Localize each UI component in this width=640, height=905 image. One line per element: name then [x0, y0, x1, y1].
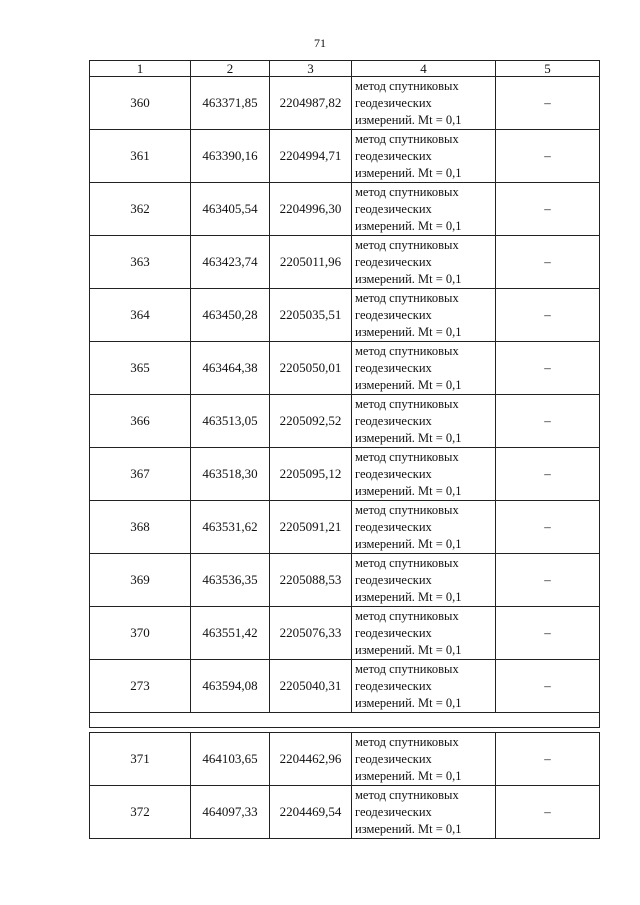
- method-text-line: геодезических: [355, 678, 432, 693]
- table-row: [90, 236, 600, 289]
- method-text-line: геодезических: [355, 625, 432, 640]
- y-coordinate-cell: 2204987,82: [270, 77, 352, 130]
- x-coordinate-cell: 463464,38: [191, 342, 270, 395]
- column-header: 4: [352, 61, 496, 77]
- table-row: [90, 607, 600, 660]
- x-coordinate-cell: 463551,42: [191, 607, 270, 660]
- note-cell: –: [496, 448, 600, 501]
- point-number-cell: 365: [90, 342, 191, 395]
- y-coordinate-cell: 2205095,12: [270, 448, 352, 501]
- column-header: 2: [191, 61, 270, 77]
- note-cell: –: [496, 183, 600, 236]
- method-cell: [352, 660, 496, 713]
- method-cell: [352, 554, 496, 607]
- x-coordinate-cell: 463423,74: [191, 236, 270, 289]
- note-cell: –: [496, 786, 600, 839]
- table-row: [90, 733, 600, 786]
- note-cell: –: [496, 77, 600, 130]
- method-cell: [352, 786, 496, 839]
- note-cell: –: [496, 236, 600, 289]
- method-text-line: измерений. Mt = 0,1: [355, 589, 462, 604]
- method-text-line: геодезических: [355, 360, 432, 375]
- x-coordinate-cell: 463536,35: [191, 554, 270, 607]
- point-number-cell: 273: [90, 660, 191, 713]
- x-coordinate-cell: 463513,05: [191, 395, 270, 448]
- column-header: 1: [90, 61, 191, 77]
- method-text-line: измерений. Mt = 0,1: [355, 642, 462, 657]
- method-cell: [352, 130, 496, 183]
- method-text-line: измерений. Mt = 0,1: [355, 324, 462, 339]
- method-text-line: геодезических: [355, 201, 432, 216]
- note-cell: –: [496, 342, 600, 395]
- y-coordinate-cell: 2204994,71: [270, 130, 352, 183]
- note-cell: –: [496, 554, 600, 607]
- method-text-line: геодезических: [355, 413, 432, 428]
- method-text-line: метод спутниковых: [355, 502, 459, 517]
- y-coordinate-cell: 2205035,51: [270, 289, 352, 342]
- y-coordinate-cell: 2205076,33: [270, 607, 352, 660]
- method-cell: [352, 77, 496, 130]
- method-text-line: метод спутниковых: [355, 661, 459, 676]
- method-cell: [352, 607, 496, 660]
- column-header: 5: [496, 61, 600, 77]
- note-cell: –: [496, 289, 600, 342]
- method-text-line: измерений. Mt = 0,1: [355, 218, 462, 233]
- y-coordinate-cell: 2204462,96: [270, 733, 352, 786]
- table-row: [90, 501, 600, 554]
- method-text-line: геодезических: [355, 254, 432, 269]
- method-text-line: измерений. Mt = 0,1: [355, 821, 462, 836]
- method-text-line: геодезических: [355, 804, 432, 819]
- method-text-line: геодезических: [355, 466, 432, 481]
- method-text-line: измерений. Mt = 0,1: [355, 165, 462, 180]
- method-text-line: геодезических: [355, 148, 432, 163]
- method-text-line: измерений. Mt = 0,1: [355, 271, 462, 286]
- method-text-line: метод спутниковых: [355, 290, 459, 305]
- table-row: [90, 183, 600, 236]
- point-number-cell: 364: [90, 289, 191, 342]
- point-number-cell: 370: [90, 607, 191, 660]
- y-coordinate-cell: 2205040,31: [270, 660, 352, 713]
- method-text-line: метод спутниковых: [355, 734, 459, 749]
- separator-row: [90, 713, 600, 728]
- y-coordinate-cell: 2205050,01: [270, 342, 352, 395]
- point-number-cell: 362: [90, 183, 191, 236]
- y-coordinate-cell: 2204996,30: [270, 183, 352, 236]
- method-cell: [352, 733, 496, 786]
- x-coordinate-cell: 463531,62: [191, 501, 270, 554]
- method-text-line: метод спутниковых: [355, 396, 459, 411]
- method-text-line: метод спутниковых: [355, 555, 459, 570]
- method-text-line: измерений. Mt = 0,1: [355, 112, 462, 127]
- method-text-line: метод спутниковых: [355, 78, 459, 93]
- method-text-line: геодезических: [355, 95, 432, 110]
- table-row: [90, 448, 600, 501]
- y-coordinate-cell: 2204469,54: [270, 786, 352, 839]
- x-coordinate-cell: 463450,28: [191, 289, 270, 342]
- method-cell: [352, 183, 496, 236]
- note-cell: –: [496, 607, 600, 660]
- method-cell: [352, 342, 496, 395]
- x-coordinate-cell: 464097,33: [191, 786, 270, 839]
- note-cell: –: [496, 501, 600, 554]
- note-cell: –: [496, 130, 600, 183]
- separator-cell: [90, 713, 600, 728]
- y-coordinate-cell: 2205088,53: [270, 554, 352, 607]
- method-text-line: метод спутниковых: [355, 237, 459, 252]
- table-row: [90, 342, 600, 395]
- table-header-row: [90, 61, 600, 77]
- x-coordinate-cell: 464103,65: [191, 733, 270, 786]
- method-cell: [352, 448, 496, 501]
- method-text-line: измерений. Mt = 0,1: [355, 430, 462, 445]
- method-text-line: метод спутниковых: [355, 787, 459, 802]
- method-cell: [352, 501, 496, 554]
- x-coordinate-cell: 463594,08: [191, 660, 270, 713]
- point-number-cell: 371: [90, 733, 191, 786]
- method-text-line: метод спутниковых: [355, 131, 459, 146]
- method-text-line: измерений. Mt = 0,1: [355, 695, 462, 710]
- table-row: [90, 130, 600, 183]
- method-text-line: геодезических: [355, 572, 432, 587]
- note-cell: –: [496, 733, 600, 786]
- method-text-line: метод спутниковых: [355, 608, 459, 623]
- page-number: 71: [314, 36, 326, 50]
- table-row: [90, 660, 600, 713]
- point-number-cell: 366: [90, 395, 191, 448]
- note-cell: –: [496, 395, 600, 448]
- column-header: 3: [270, 61, 352, 77]
- method-cell: [352, 395, 496, 448]
- table-row: [90, 77, 600, 130]
- point-number-cell: 360: [90, 77, 191, 130]
- point-number-cell: 367: [90, 448, 191, 501]
- x-coordinate-cell: 463390,16: [191, 130, 270, 183]
- method-text-line: метод спутниковых: [355, 343, 459, 358]
- method-text-line: измерений. Mt = 0,1: [355, 377, 462, 392]
- x-coordinate-cell: 463371,85: [191, 77, 270, 130]
- method-text-line: метод спутниковых: [355, 449, 459, 464]
- method-text-line: геодезических: [355, 307, 432, 322]
- table-row: [90, 289, 600, 342]
- y-coordinate-cell: 2205091,21: [270, 501, 352, 554]
- method-text-line: метод спутниковых: [355, 184, 459, 199]
- point-number-cell: 361: [90, 130, 191, 183]
- method-cell: [352, 289, 496, 342]
- table-row: [90, 786, 600, 839]
- method-text-line: измерений. Mt = 0,1: [355, 483, 462, 498]
- table-row: [90, 554, 600, 607]
- note-cell: –: [496, 660, 600, 713]
- point-number-cell: 369: [90, 554, 191, 607]
- method-text-line: измерений. Mt = 0,1: [355, 536, 462, 551]
- x-coordinate-cell: 463405,54: [191, 183, 270, 236]
- x-coordinate-cell: 463518,30: [191, 448, 270, 501]
- method-text-line: измерений. Mt = 0,1: [355, 768, 462, 783]
- method-text-line: геодезических: [355, 751, 432, 766]
- y-coordinate-cell: 2205092,52: [270, 395, 352, 448]
- method-cell: [352, 236, 496, 289]
- point-number-cell: 368: [90, 501, 191, 554]
- table-row: [90, 395, 600, 448]
- coordinates-table: [89, 60, 600, 839]
- point-number-cell: 363: [90, 236, 191, 289]
- method-text-line: геодезических: [355, 519, 432, 534]
- point-number-cell: 372: [90, 786, 191, 839]
- y-coordinate-cell: 2205011,96: [270, 236, 352, 289]
